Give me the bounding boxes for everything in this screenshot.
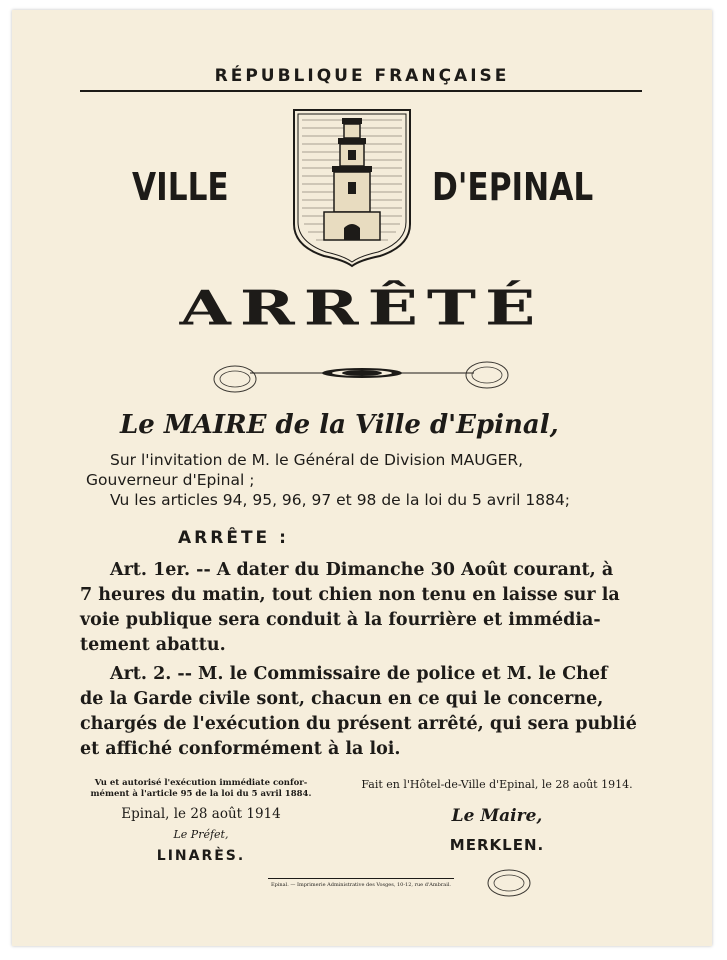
article-2 <box>80 662 652 762</box>
prefect-date: Epinal, le 28 août 1914 <box>121 806 281 822</box>
epinal-word: D'EPINAL <box>432 165 594 209</box>
ornament-divider-icon <box>250 366 474 380</box>
mayor-name: MERKLEN. <box>449 836 545 854</box>
prefect-name: LINARÈS. <box>156 848 246 864</box>
poster <box>12 10 712 946</box>
arrete-title: ARRÊTÉ <box>179 280 545 337</box>
article-line: tement abattu. <box>80 635 226 655</box>
article-line: voie publique sera conduit à la fourrière et immédia- <box>80 610 601 630</box>
preamble-line: Gouverneur d'Epinal ; <box>86 471 255 489</box>
printer-line: Epinal. — Imprimerie Administrative des Vosges, 10-12, rue d'Ambrail. <box>270 882 452 888</box>
authorization-line: Vu et autorisé l'exécution immédiate confor- <box>94 778 308 788</box>
article-line: et affiché conformément à la loi. <box>80 739 401 759</box>
arrete-label: ARRÊTE : <box>178 528 289 548</box>
ville-word: VILLE <box>132 165 229 209</box>
preamble-lines <box>86 450 646 510</box>
mayor-label: Le Maire, <box>451 806 543 826</box>
issued-at: Fait en l'Hôtel-de-Ville d'Epinal, le 28 août 1914. <box>361 778 633 791</box>
top-rule <box>80 90 642 92</box>
article-line: Art. 2. -- M. le Commissaire de police et M. le Chef <box>110 664 608 684</box>
article-line: Art. 1er. -- A dater du Dimanche 30 Août courant, à <box>110 560 614 580</box>
library-stamp-icon <box>486 868 532 898</box>
republique-heading: RÉPUBLIQUE FRANÇAISE <box>214 66 510 86</box>
bottom-rule <box>268 878 454 879</box>
article-1 <box>80 558 652 658</box>
prefect-label: Le Préfet, <box>173 828 229 841</box>
preamble-line: Sur l'invitation de M. le Général de Division MAUGER, <box>110 451 524 469</box>
authorization-line: mément à l'article 95 de la loi du 5 avril 1884. <box>90 789 312 799</box>
article-line: 7 heures du matin, tout chien non tenu en laisse sur la <box>80 585 620 605</box>
library-stamp-icon <box>464 360 510 390</box>
prefect-authorization <box>86 778 316 800</box>
preamble-line: Vu les articles 94, 95, 96, 97 et 98 de la loi du 5 avril 1884; <box>110 491 571 509</box>
article-line: de la Garde civile sont, chacun en ce qui le concerne, <box>80 689 604 709</box>
maire-heading: Le MAIRE de la Ville d'Epinal, <box>120 410 559 440</box>
tower-coat-of-arms-icon <box>290 106 414 268</box>
article-line: chargés de l'exécution du présent arrêté, qui sera publié <box>80 714 637 734</box>
